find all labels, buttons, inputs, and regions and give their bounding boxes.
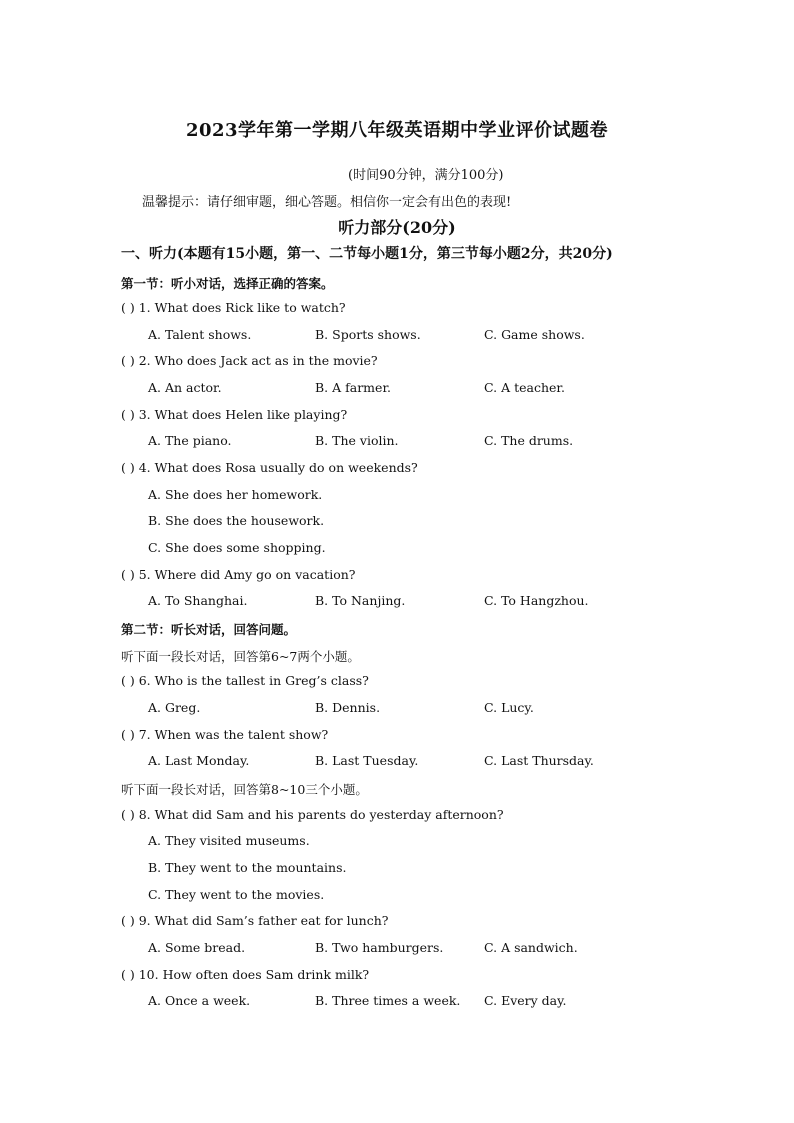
question-text: 3. What does Helen like playing?: [138, 407, 348, 422]
answer-blank[interactable]: ( ): [121, 407, 135, 422]
option-a: A. Talent shows.: [148, 327, 252, 342]
option-c: C. They went to the movies.: [148, 887, 325, 902]
question-text: 1. What does Rick like to watch?: [138, 300, 346, 315]
option-b: B. Three times a week.: [315, 993, 461, 1008]
option-c: C. A sandwich.: [484, 940, 578, 955]
option-c: C. Lucy.: [484, 700, 534, 715]
answer-blank[interactable]: ( ): [121, 300, 135, 315]
option-b: B. Last Tuesday.: [315, 753, 419, 768]
answer-blank[interactable]: ( ): [121, 727, 135, 742]
sub-heading-2: 第二节：听长对话，回答问题。: [121, 622, 297, 637]
answer-blank[interactable]: ( ): [121, 673, 135, 688]
warm-tip: 温馨提示：请仔细审题，细心答题。相信你一定会有出色的表现!: [142, 195, 512, 210]
option-b: B. Dennis.: [315, 700, 381, 715]
question-text: 8. What did Sam and his parents do yesterday afternoon?: [138, 807, 504, 822]
question-text: 6. Who is the tallest in Greg’s class?: [138, 673, 369, 688]
option-a: A. She does her homework.: [148, 487, 323, 502]
option-a: A. Last Monday.: [148, 753, 250, 768]
answer-blank[interactable]: ( ): [121, 460, 135, 475]
option-c: C. The drums.: [484, 433, 574, 448]
option-c: C. A teacher.: [484, 380, 565, 395]
option-a: A. They visited museums.: [148, 833, 310, 848]
option-b: B. She does the housework.: [148, 513, 325, 528]
option-a: A. An actor.: [148, 380, 222, 395]
option-b: B. The violin.: [315, 433, 399, 448]
answer-blank[interactable]: ( ): [121, 807, 135, 822]
option-a: A. Some bread.: [148, 940, 246, 955]
option-c: C. Game shows.: [484, 327, 585, 342]
question-text: 9. What did Sam’s father eat for lunch?: [138, 913, 389, 928]
question-text: 10. How often does Sam drink milk?: [138, 967, 370, 982]
dialogue-intro-2: 听下面一段长对话，回答第8~10三个小题。: [121, 782, 368, 797]
question-4: [121, 460, 418, 475]
option-b: B. Sports shows.: [315, 327, 421, 342]
dialogue-intro-1: 听下面一段长对话，回答第6~7两个小题。: [121, 649, 360, 664]
question-9: [121, 913, 388, 928]
question-8: [121, 807, 504, 822]
question-7: [121, 727, 328, 742]
question-10: [121, 967, 369, 982]
question-1: [121, 300, 346, 315]
answer-blank[interactable]: ( ): [121, 353, 135, 368]
question-text: 4. What does Rosa usually do on weekends?: [138, 460, 418, 475]
option-c: C. Every day.: [484, 993, 567, 1008]
answer-blank[interactable]: ( ): [121, 567, 135, 582]
exam-time-score: (时间90分钟，满分100分): [348, 168, 504, 183]
option-a: A. To Shanghai.: [148, 593, 248, 608]
answer-blank[interactable]: ( ): [121, 967, 135, 982]
question-text: 2. Who does Jack act as in the movie?: [138, 353, 378, 368]
question-5: [121, 567, 355, 582]
option-c: C. Last Thursday.: [484, 753, 594, 768]
question-3: [121, 407, 347, 422]
option-b: B. Two hamburgers.: [315, 940, 444, 955]
option-b: B. To Nanjing.: [315, 593, 406, 608]
exam-title: 2023学年第一学期八年级英语期中学业评价试题卷: [185, 120, 609, 141]
question-text: 5. Where did Amy go on vacation?: [138, 567, 356, 582]
option-b: B. A farmer.: [315, 380, 392, 395]
question-text: 7. When was the talent show?: [138, 727, 329, 742]
question-6: [121, 673, 369, 688]
option-c: C. She does some shopping.: [148, 540, 326, 555]
option-b: B. They went to the mountains.: [148, 860, 347, 875]
option-c: C. To Hangzhou.: [484, 593, 589, 608]
question-2: [121, 353, 378, 368]
answer-blank[interactable]: ( ): [121, 913, 135, 928]
option-a: A. The piano.: [148, 433, 232, 448]
option-a: A. Once a week.: [148, 993, 251, 1008]
part-one-heading: 一、听力(本题有15小题，第一、二节每小题1分，第三节每小题2分，共20分): [121, 246, 613, 262]
option-a: A. Greg.: [148, 700, 201, 715]
sub-heading-1: 第一节：听小对话，选择正确的答案。: [121, 276, 334, 291]
listening-section-title: 听力部分(20分): [338, 218, 456, 237]
